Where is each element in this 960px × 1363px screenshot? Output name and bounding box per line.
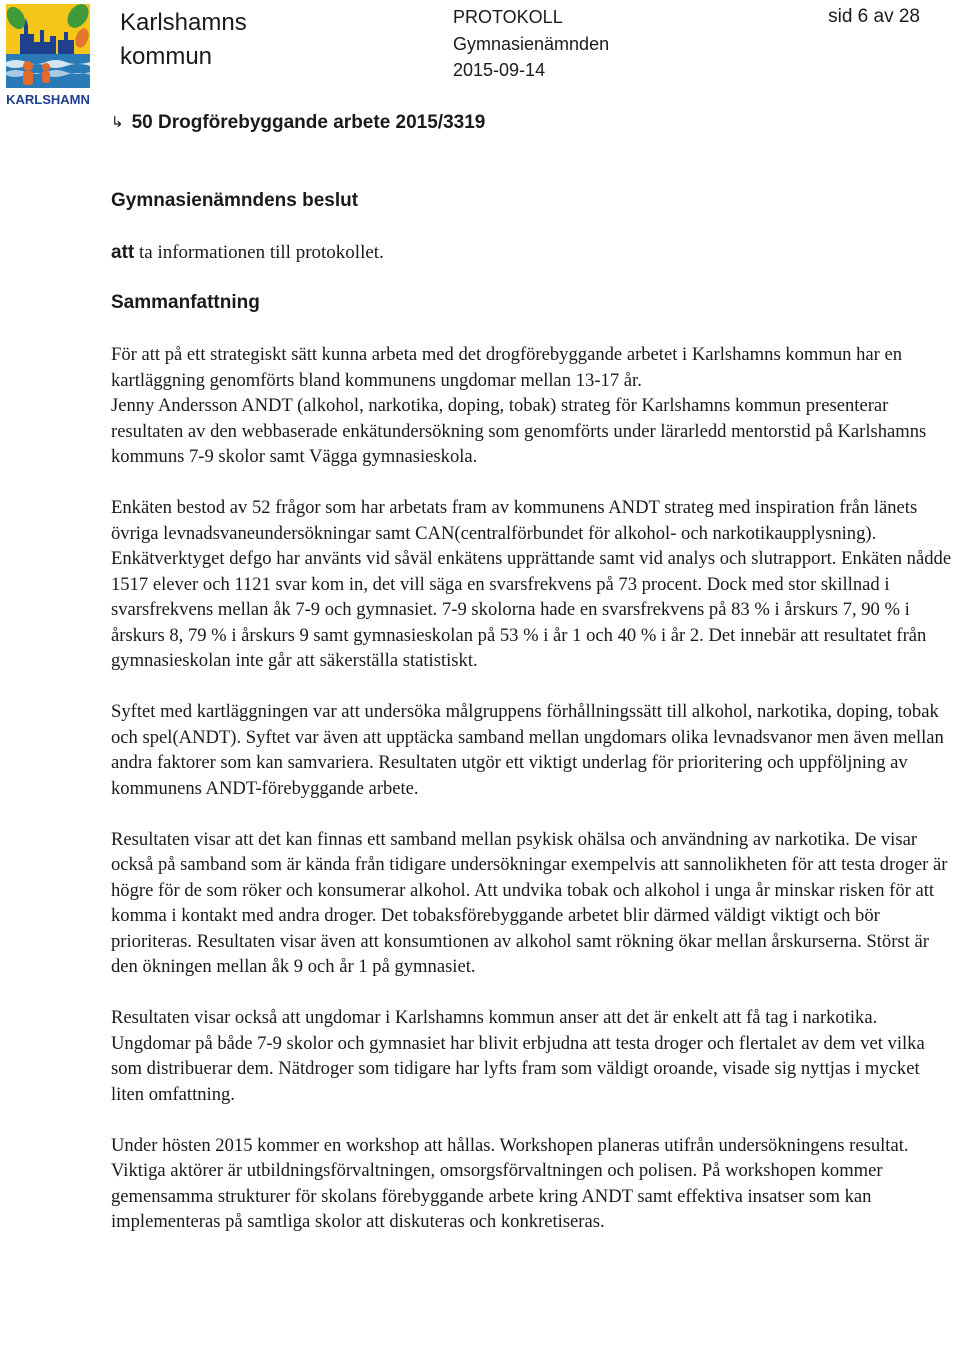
section-number: 50 bbox=[131, 112, 153, 133]
decision-heading: Gymnasienämndens beslut bbox=[111, 190, 359, 211]
decision-text bbox=[111, 240, 384, 266]
meeting-date: 2015-09-14 bbox=[453, 60, 546, 80]
municipality-name bbox=[120, 6, 247, 74]
summary-paragraph: Under hösten 2015 kommer en workshop att hållas. Workshopen planeras utifrån undersökningens resultat. Viktiga aktörer är utbildningsförvaltningen, omsorgsförvaltningen och polisen. På workshopen kommer gemensamma strukturer för skolans förebyggande arbete kring ANDT samt effektiva insatser som kan implementeras på samtliga skolor att diskuteras och konkretiseras. bbox=[111, 1134, 909, 1232]
summary-paragraph: Resultaten visar att det kan finnas ett samband mellan psykisk ohälsa och användning av narkotika. De visar också på samband som är kända från tidigare undersökningar exempelvis att sannolikheten för att testa droger är högre för de som röker och konsumerar alkohol. Att undvika tobak och alkohol i unga år minskar risken för att komma i kontakt med andra droger. Det tobaksförebyggande arbetet blir därmed väldigt viktigt och bör prioriteras. Resultaten visar även att konsumtionen av alkohol samt rökning ökar mellan årskurserna. Störst är den ökningen mellan åk 9 och år 1 på gymnasiet. bbox=[111, 828, 948, 977]
summary-paragraph: Resultaten visar också att ungdomar i Karlshamns kommun anser att det är enkelt att få tag i narkotika. Ungdomar på både 7-9 skolor och gymnasiet har blivit erbjudna att testa droger och flertalet av dem vet vilka som distribuerar dem. Nätdroger som tidigare har lyfts fram som väldigt oroande, visade sig nyttjas i mycket liten omfattning. bbox=[111, 1007, 925, 1105]
section-heading bbox=[111, 110, 485, 136]
document-meta bbox=[453, 4, 609, 84]
section-title: Drogförebyggande arbete 2015/3319 bbox=[158, 112, 486, 133]
municipality-line-1: Karlshamns bbox=[120, 9, 247, 36]
committee-name: Gymnasienämnden bbox=[453, 33, 610, 54]
summary-paragraph: Syftet med kartläggningen var att undersöka målgruppens förhållningssätt till alkohol, narkotika, doping, tobak och spel(ANDT). Syftet var även att upptäcka samband mellan ungdomars olika levnadsvanor men även mellan andra faktorer som kan samvariera. Resultaten utgör ett viktigt underlag för prioritering och uppföljning av kommunens ANDT-förebyggande arbete. bbox=[111, 701, 944, 799]
arrow-right-icon: ↳ bbox=[111, 114, 124, 131]
summary-paragraph: Jenny Andersson ANDT (alkohol, narkotika, doping, tobak) strateg för Karlshamns kommun presenterar resultaten av den webbaserade enkätundersökning som genomförts under lärarledd mentorstid på Karlshamns kommuns 7-9 skolor samt Vägga gymnasieskola. bbox=[111, 395, 927, 467]
summary-heading: Sammanfattning bbox=[111, 292, 260, 313]
decision-lead-word: att bbox=[111, 242, 135, 263]
summary-paragraph: Enkäten bestod av 52 frågor som har arbetats fram av kommunens ANDT strateg med inspiration från länets övriga levnadsvaneundersökningar samt CAN(centralförbundet för alkohol- och narkotikaupplysning). Enkätverktyget defgo har använts vid såväl enkätens upprättande samt vid analys och slutrapport. Enkäten nådde 1517 elever och 1121 svar kom in, det vill säga en svarsfrekvens på 73 procent. Dock med stor skillnad i svarsfrekvens mellan åk 7-9 och gymnasiet. 7-9 skolorna hade en svarsfrekvens på 83 % i årskurs 7, 90 % i årskurs 8, 79 % i årskurs 9 samt gymnasieskolan på 53 % i år 1 och 40 % i år 2. Det innebär att resultatet från gymnasieskolan inte går att säkerställa statistiskt. bbox=[111, 497, 952, 671]
crest-icon bbox=[6, 4, 90, 108]
municipality-line-2: kommun bbox=[120, 43, 213, 70]
document-type: PROTOKOLL bbox=[453, 7, 563, 27]
decision-body: ta informationen till protokollet. bbox=[134, 242, 384, 263]
logo-wordmark: KARLSHAMN bbox=[6, 92, 90, 107]
summary-body bbox=[111, 342, 957, 1235]
summary-intro: För att på ett strategiskt sätt kunna arbeta med det drogförebyggande arbetet i Karlshamns kommun har en kartläggning genomförts bland kommunens ungdomar mellan 13-17 år. bbox=[111, 344, 903, 391]
page-number: sid 6 av 28 bbox=[828, 6, 920, 27]
karlshamn-crest-logo bbox=[6, 4, 90, 108]
